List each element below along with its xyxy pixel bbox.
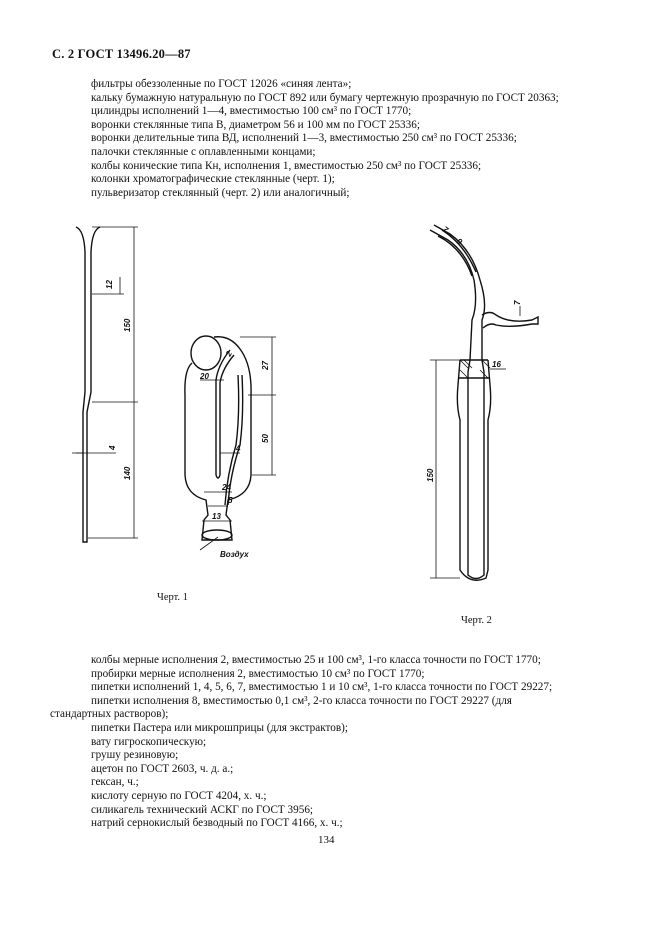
dim-label: 150 xyxy=(123,318,132,332)
materials-list-top xyxy=(91,78,606,200)
dim-label: 50 xyxy=(261,434,270,443)
list-item-continuation: стандартных растворов); xyxy=(50,708,169,721)
list-item: пипетки Пастера или микрошприцы (для экстрактов); xyxy=(91,721,348,734)
list-item: пипетки исполнений 1, 4, 5, 6, 7, вместимостью 1 и 10 см³, 1-го класса точности по ГОСТ 29227; xyxy=(91,681,553,694)
figure-2-caption: Черт. 2 xyxy=(461,615,492,626)
list-item: пульверизатор стеклянный (черт. 2) или аналогичный; xyxy=(91,186,350,199)
list-item: ацетон по ГОСТ 2603, ч. д. а.; xyxy=(91,762,234,775)
page-header: С. 2 ГОСТ 13496.20—87 xyxy=(52,47,191,61)
page-number: 134 xyxy=(318,834,335,846)
dim-label: 9 xyxy=(454,236,464,247)
list-item: колбы мерные исполнения 2, вместимостью 25 и 100 см³, 1-го класса точности по ГОСТ 1770; xyxy=(91,654,541,666)
figure-2-sprayer-drawing xyxy=(420,220,560,600)
dim-label: 150 xyxy=(426,468,435,482)
dim-label: 12 xyxy=(105,280,114,289)
list-item: пипетки исполнения 8, вместимостью 0,1 см³, 2-го класса точности по ГОСТ 29227 (для xyxy=(91,694,512,707)
dim-label: 4 xyxy=(108,445,117,450)
materials-list-bottom xyxy=(50,654,606,831)
list-item: фильтры обеззоленные по ГОСТ 12026 «синяя лента»; xyxy=(91,78,352,90)
dim-label: 4 xyxy=(236,444,241,453)
list-item: палочки стеклянные с оплавленными концами; xyxy=(91,145,316,158)
list-item: грушу резиновую; xyxy=(91,749,179,762)
figure-1-flask-drawing xyxy=(178,325,288,565)
air-label: Воздух xyxy=(220,550,249,559)
dim-label: 13 xyxy=(212,512,221,521)
dim-label: 24 xyxy=(222,483,231,492)
list-item: натрий сернокислый безводный по ГОСТ 4166, х. ч.; xyxy=(91,817,343,830)
list-item: воронки стеклянные типа В, диаметром 56 и 100 мм по ГОСТ 25336; xyxy=(91,118,420,131)
dim-label: 20 xyxy=(200,372,209,381)
list-item: кислоту серную по ГОСТ 4204, х. ч.; xyxy=(91,789,267,802)
list-item: силикагель технический АСКГ по ГОСТ 3956; xyxy=(91,803,314,816)
dim-label: 27 xyxy=(261,361,270,370)
dim-label: 7 xyxy=(440,224,450,235)
list-item: вату гигроскопическую; xyxy=(91,735,207,748)
dim-label: 2 xyxy=(223,349,234,358)
list-item: воронки делительные типа ВД, исполнений 1—3, вместимостью 250 см³ по ГОСТ 25336; xyxy=(91,132,517,145)
dim-label: 7 xyxy=(513,300,522,305)
list-item: колбы конические типа Кн, исполнения 1, вместимостью 250 см³ по ГОСТ 25336; xyxy=(91,159,482,172)
list-item: пробирки мерные исполнения 2, вместимостью 10 см³ по ГОСТ 1770; xyxy=(91,667,425,680)
list-item: гексан, ч.; xyxy=(91,776,139,789)
dim-label: 5 xyxy=(228,496,233,505)
list-item: кальку бумажную натуральную по ГОСТ 892 или бумагу чертежную прозрачную по ГОСТ 20363; xyxy=(91,91,559,104)
list-item: цилиндры исполнений 1—4, вместимостью 100 см³ по ГОСТ 1770; xyxy=(91,105,412,118)
dim-label: 140 xyxy=(123,466,132,480)
figure-1-caption: Черт. 1 xyxy=(157,592,188,603)
list-item: колонки хроматографические стеклянные (черт. 1); xyxy=(91,173,335,186)
dim-label: 16 xyxy=(492,360,501,369)
figure-1-column-drawing xyxy=(60,222,160,552)
